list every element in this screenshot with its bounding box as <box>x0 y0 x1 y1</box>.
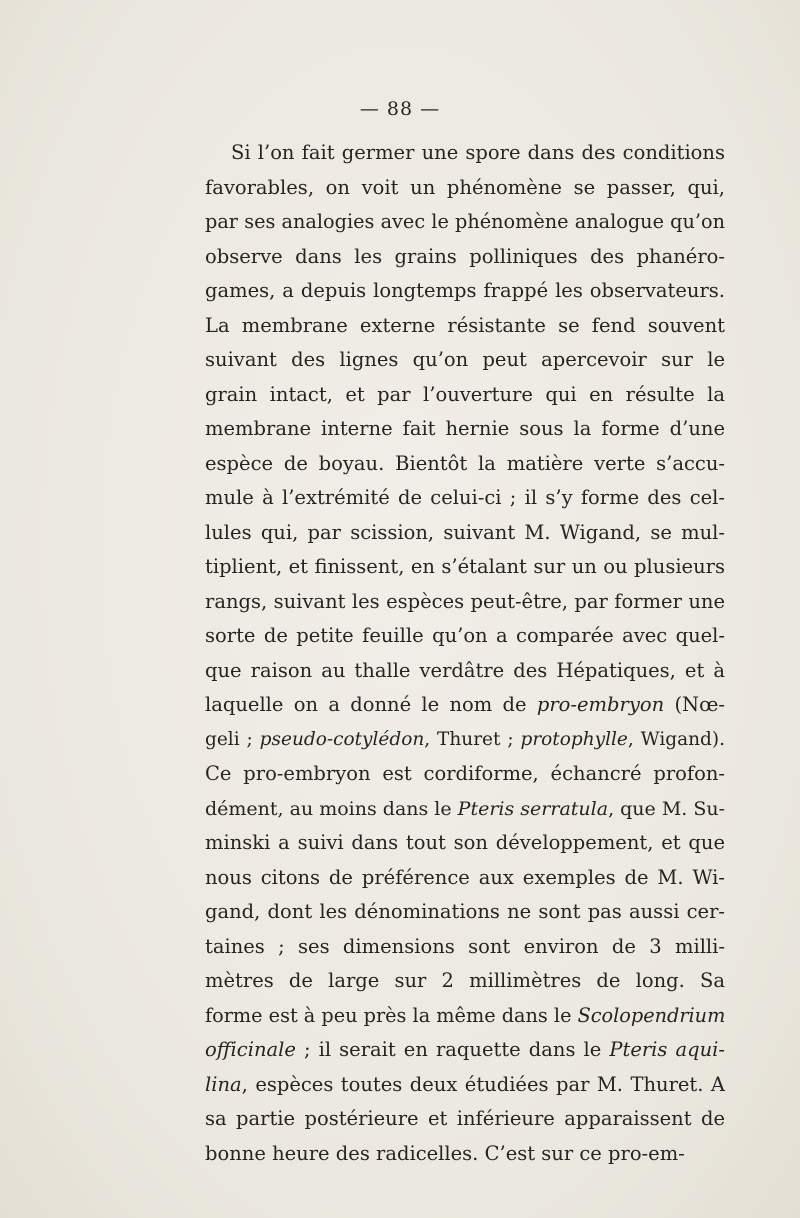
text-line <box>205 1068 725 1103</box>
text-segment: laquelle on a donné le nom de <box>205 693 537 716</box>
text-line <box>205 826 725 861</box>
text-line <box>205 447 725 482</box>
text-segment: taines ; ses dimensions sont environ de 3 milli- <box>205 934 725 958</box>
text-segment: membrane interne fait hernie sous la forme d’une <box>205 417 725 440</box>
text-line <box>205 999 725 1034</box>
text-segment: que raison au thalle verdâtre des Hépatiques, et à <box>205 658 725 682</box>
text-line <box>205 792 725 827</box>
text-line <box>205 723 725 758</box>
text-line <box>205 585 725 620</box>
text-line <box>205 654 725 689</box>
text-line <box>205 964 725 999</box>
text-segment: grain intact, et par l’ouverture qui en résulte la <box>205 382 725 406</box>
text-line <box>205 516 725 551</box>
text-segment: lules qui, par scission, suivant M. Wigand, se mul- <box>205 520 725 544</box>
text-line <box>205 861 725 896</box>
text-segment: Si l’on fait germer une spore dans des conditions <box>231 141 725 164</box>
italic-term: Pteris aqui- <box>609 1038 725 1061</box>
italic-term: lina <box>205 1072 242 1096</box>
text-segment: bonne heure des radicelles. C’est sur ce pro-em- <box>205 1141 685 1165</box>
text-line <box>205 343 725 378</box>
text-segment: minski a suivi dans tout son développement, et que <box>205 831 725 854</box>
text-segment: sorte de petite feuille qu’on a comparée avec quel- <box>205 624 725 647</box>
page-number: — 88 — <box>359 98 441 120</box>
text-line <box>205 619 725 654</box>
text-line <box>205 205 725 240</box>
text-line <box>205 309 725 344</box>
text-segment: mètres de large sur 2 millimètres de long. Sa <box>205 969 725 992</box>
text-line <box>205 930 725 965</box>
text-segment: observe dans les grains polliniques des phanéro- <box>205 244 725 268</box>
text-segment: dément, au moins dans le <box>205 797 458 820</box>
text-segment: La membrane externe résistante se fend souvent <box>205 313 725 337</box>
body-text <box>205 136 725 1171</box>
text-line <box>205 1033 725 1068</box>
italic-term: Pteris serratula <box>457 797 609 820</box>
italic-term: protophylle <box>520 728 628 750</box>
text-line <box>205 171 725 206</box>
text-line <box>205 1137 725 1172</box>
text-line <box>205 550 725 585</box>
text-segment: ; il serait en raquette dans le <box>295 1038 610 1061</box>
text-line <box>205 274 725 309</box>
italic-term: pro-embryon <box>536 693 665 716</box>
text-line <box>205 688 725 723</box>
text-line <box>205 895 725 930</box>
text-line <box>205 378 725 413</box>
text-segment: , Thuret ; <box>424 728 521 750</box>
text-segment: (Nœ- <box>664 693 725 716</box>
text-segment: nous citons de préférence aux exemples de M. Wi- <box>205 865 725 889</box>
text-segment: games, a depuis longtemps frappé les observateurs. <box>205 279 725 302</box>
text-segment: forme est à peu près la même dans le <box>205 1003 578 1027</box>
text-segment: , Wigand). <box>627 728 725 750</box>
italic-term: Scolopendrium <box>577 1003 726 1027</box>
text-segment: geli ; <box>205 728 260 750</box>
italic-term: pseudo-cotylédon <box>259 728 425 750</box>
text-segment: par ses analogies avec le phénomène analogue qu’on <box>205 210 725 233</box>
text-segment: Ce pro-embryon est cordiforme, échancré profon- <box>205 762 725 785</box>
text-segment: gand, dont les dénominations ne sont pas aussi cer- <box>205 900 725 923</box>
text-segment: espèce de boyau. Bientôt la matière verte s’accu- <box>205 451 725 475</box>
text-line <box>205 412 725 447</box>
text-line <box>205 240 725 275</box>
text-segment: , espèces toutes deux étudiées par M. Thuret. A <box>241 1072 725 1096</box>
text-line <box>205 136 725 171</box>
text-segment: favorables, on voit un phénomène se passer, qui, <box>205 175 725 199</box>
text-segment: sa partie postérieure et inférieure apparaissent de <box>205 1107 725 1130</box>
text-segment: mule à l’extrémité de celui-ci ; il s’y forme des cel- <box>205 486 725 509</box>
text-segment: tiplient, et finissent, en s’étalant sur un ou plusieurs <box>205 555 725 578</box>
text-segment: rangs, suivant les espèces peut-être, par former une <box>205 589 725 613</box>
text-segment: suivant des lignes qu’on peut apercevoir sur le <box>205 348 725 371</box>
text-line <box>205 481 725 516</box>
italic-term: officinale <box>205 1038 296 1061</box>
text-line <box>205 1102 725 1137</box>
text-segment: , que M. Su- <box>608 797 726 820</box>
text-line <box>205 757 725 792</box>
